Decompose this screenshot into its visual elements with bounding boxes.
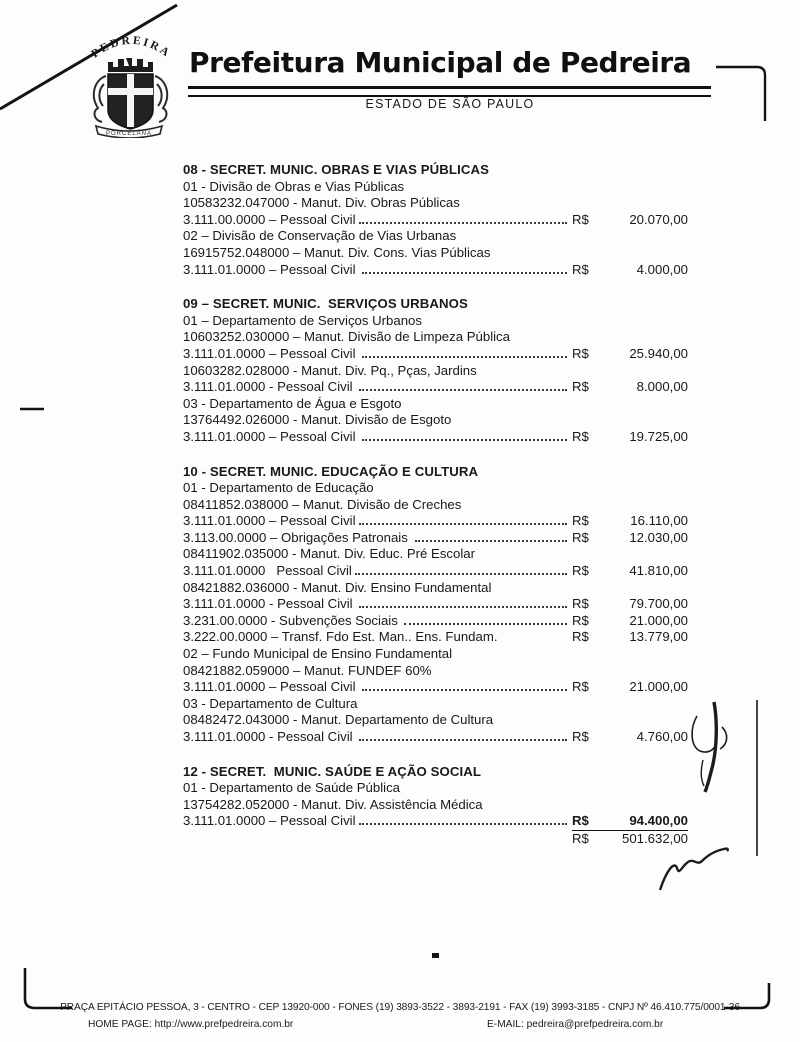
- budget-amount-line: [183, 679, 688, 696]
- amount-value: 21.000,00: [629, 679, 688, 695]
- budget-section: [183, 162, 688, 278]
- currency-symbol: R$: [572, 428, 589, 444]
- account-label: 3.111.01.0000 – Pessoal Civil: [183, 345, 360, 361]
- crest-name-text: PEDREIRA: [89, 34, 174, 61]
- text-line: 02 – Divisão de Conservação de Vias Urbanas: [183, 228, 457, 244]
- dot-leader: [362, 439, 567, 441]
- crest-ornament-left: [94, 76, 106, 122]
- amount-group: [572, 346, 688, 363]
- crest-ornament-right: [155, 76, 167, 122]
- amount-value: 25.940,00: [629, 345, 688, 361]
- text-line: 01 – Departamento de Serviços Urbanos: [183, 312, 422, 328]
- budget-amount-line: [183, 729, 688, 746]
- header-bracket-line: [716, 67, 765, 121]
- text-line: 03 - Departamento de Água e Esgoto: [183, 395, 402, 411]
- dot-leader: [359, 739, 567, 741]
- account-label: 3.111.01.0000 – Pessoal Civil: [183, 428, 360, 444]
- amount-group: [572, 813, 688, 831]
- currency-symbol: R$: [572, 211, 589, 227]
- amount-value: 4.000,00: [636, 261, 688, 277]
- currency-symbol: R$: [572, 830, 589, 846]
- budget-amount-line: [183, 212, 688, 229]
- budget-amount-line: [183, 813, 688, 831]
- currency-symbol: R$: [572, 345, 589, 361]
- text-line: 08421882.036000 - Manut. Div. Ensino Fundamental: [183, 579, 492, 595]
- dot-leader: [359, 606, 567, 608]
- currency-symbol: R$: [572, 596, 589, 612]
- amount-value: 41.810,00: [629, 563, 688, 579]
- section-heading: 12 - SECRET. MUNIC. SAÚDE E AÇÃO SOCIAL: [183, 763, 482, 779]
- amount-group: [572, 563, 688, 580]
- currency-symbol: R$: [572, 513, 589, 529]
- account-label: 3.113.00.0000 – Obrigações Patronais: [183, 529, 412, 545]
- text-line: 01 - Departamento de Educação: [183, 480, 374, 496]
- footer-homepage: HOME PAGE: http://www.prefpedreira.com.br: [88, 1019, 294, 1030]
- amount-value: 12.030,00: [629, 529, 688, 545]
- crest-crown: [108, 58, 153, 72]
- title-underline-rule: [188, 86, 711, 97]
- amount-value: 8.000,00: [636, 379, 688, 395]
- currency-symbol: R$: [572, 729, 589, 744]
- text-line: 13764492.026000 - Manut. Divisão de Esgoto: [183, 412, 452, 428]
- amount-group: [572, 729, 688, 746]
- dot-leader: [359, 389, 567, 391]
- stray-mark: [432, 953, 439, 958]
- currency-symbol: R$: [572, 679, 589, 695]
- text-line: 01 - Divisão de Obras e Vias Públicas: [183, 178, 405, 194]
- budget-amount-line: [183, 513, 688, 530]
- amount-value: 13.779,00: [629, 629, 688, 645]
- crest-banner-text: PORCELANA: [105, 131, 153, 137]
- dot-leader: [355, 573, 567, 575]
- text-line: 03 - Departamento de Cultura: [183, 695, 358, 711]
- section-heading: 08 - SECRET. MUNIC. OBRAS E VIAS PÚBLICAS: [183, 162, 489, 177]
- budget-amount-line: [183, 379, 688, 396]
- currency-symbol: R$: [572, 629, 589, 645]
- account-label: 3.111.01.0000 - Pessoal Civil: [183, 596, 357, 612]
- budget-amount-line: [183, 346, 688, 363]
- dot-leader: [362, 689, 567, 691]
- amount-group: [572, 679, 688, 696]
- dot-leader: [359, 222, 567, 224]
- text-line: 13754282.052000 - Manut. Div. Assistência Médica: [183, 796, 483, 812]
- budget-amount-line: [183, 563, 688, 580]
- budget-amount-line: [183, 613, 688, 630]
- amount-group: [572, 513, 688, 530]
- dot-leader: [415, 540, 568, 542]
- amount-value: 501.632,00: [621, 830, 688, 846]
- account-label: 3.111.01.0000 - Pessoal Civil: [183, 729, 357, 744]
- amount-group: [572, 262, 688, 279]
- currency-symbol: R$: [572, 529, 589, 545]
- text-line: 10603252.030000 – Manut. Divisão de Limpeza Pública: [183, 329, 510, 345]
- dot-leader: [362, 272, 567, 274]
- amount-group: [572, 530, 688, 547]
- currency-symbol: R$: [572, 563, 589, 579]
- amount-group: [572, 212, 688, 229]
- footer-email: E-MAIL: pedreira@prefpedreira.com.br: [487, 1019, 664, 1030]
- account-label: 3.222.00.0000 – Transf. Fdo Est. Man.. Ens. Fundam.: [183, 629, 498, 645]
- account-label: 3.111.01.0000 - Pessoal Civil: [183, 379, 357, 395]
- currency-symbol: R$: [572, 612, 589, 628]
- amount-value: 19.725,00: [629, 428, 688, 444]
- budget-section: [183, 464, 688, 746]
- budget-amount-line: [183, 530, 688, 547]
- text-line: 10603282.028000 - Manut. Div. Pq., Pças, Jardins: [183, 362, 477, 378]
- currency-symbol: R$: [572, 261, 589, 277]
- footer-address-line: PRAÇA EPITÁCIO PESSOA, 3 - CENTRO - CEP 13920-000 - FONES (19) 3893-3522 - 3893-2191 - FAX (19) 3993-3185 - CNPJ Nº 46.410.775/0001-36: [60, 1002, 740, 1013]
- total-line: [183, 831, 688, 848]
- budget-section: [183, 764, 688, 848]
- pen-signature-mark: [692, 702, 727, 792]
- budget-amount-line: [183, 629, 688, 646]
- amount-group: [572, 629, 688, 646]
- section-heading: 10 - SECRET. MUNIC. EDUCAÇÃO E CULTURA: [183, 463, 479, 479]
- page-title: Prefeitura Municipal de Pedreira: [189, 46, 692, 79]
- text-line: 08482472.043000 - Manut. Departamento de Cultura: [183, 712, 494, 728]
- page-subtitle: ESTADO DE SÃO PAULO: [365, 97, 535, 111]
- amount-value: 16.110,00: [630, 513, 688, 529]
- account-label: 3.111.01.0000 – Pessoal Civil: [183, 513, 356, 529]
- coat-of-arms: [70, 22, 188, 138]
- account-label: 3.111.00.0000 – Pessoal Civil: [183, 211, 356, 227]
- text-line: 02 – Fundo Municipal de Ensino Fundamental: [183, 646, 453, 662]
- budget-section-list: [183, 162, 688, 866]
- amount-group: [572, 831, 688, 848]
- text-line: 16915752.048000 – Manut. Div. Cons. Vias Públicas: [183, 244, 491, 260]
- text-line: 01 - Departamento de Saúde Pública: [183, 780, 401, 796]
- amount-group: [572, 429, 688, 446]
- amount-group: [572, 613, 688, 630]
- account-label: 3.111.01.0000 – Pessoal Civil: [183, 813, 356, 829]
- budget-amount-line: [183, 596, 688, 613]
- currency-symbol: R$: [572, 379, 589, 395]
- dot-leader: [362, 356, 567, 358]
- amount-value: 4.760,00: [636, 729, 688, 744]
- text-line: 10583232.047000 - Manut. Div. Obras Públicas: [183, 195, 460, 211]
- text-line: 08421882.059000 – Manut. FUNDEF 60%: [183, 662, 432, 678]
- budget-amount-line: [183, 429, 688, 446]
- account-label: 3.111.01.0000 – Pessoal Civil: [183, 679, 360, 695]
- currency-symbol: R$: [572, 813, 589, 829]
- amount-value: 20.070,00: [629, 211, 688, 227]
- account-label: 3.111.01.0000 Pessoal Civil: [183, 563, 352, 579]
- section-heading: 09 – SECRET. MUNIC. SERVIÇOS URBANOS: [183, 296, 468, 312]
- dot-leader: [359, 823, 567, 825]
- amount-group: [572, 596, 688, 613]
- dot-leader: [359, 523, 567, 525]
- dot-leader: [404, 623, 567, 625]
- amount-value: 94.400,00: [629, 813, 688, 829]
- budget-amount-line: [183, 262, 688, 279]
- account-label: 3.231.00.0000 - Subvenções Sociais: [183, 612, 402, 628]
- text-line: 08411902.035000 - Manut. Div. Educ. Pré Escolar: [183, 546, 476, 562]
- budget-section: [183, 296, 688, 445]
- amount-value: 21.000,00: [629, 612, 688, 628]
- text-line: 08411852.038000 – Manut. Divisão de Creches: [183, 496, 462, 512]
- amount-group: [572, 379, 688, 396]
- amount-value: 79.700,00: [629, 596, 688, 612]
- account-label: 3.111.01.0000 – Pessoal Civil: [183, 261, 360, 277]
